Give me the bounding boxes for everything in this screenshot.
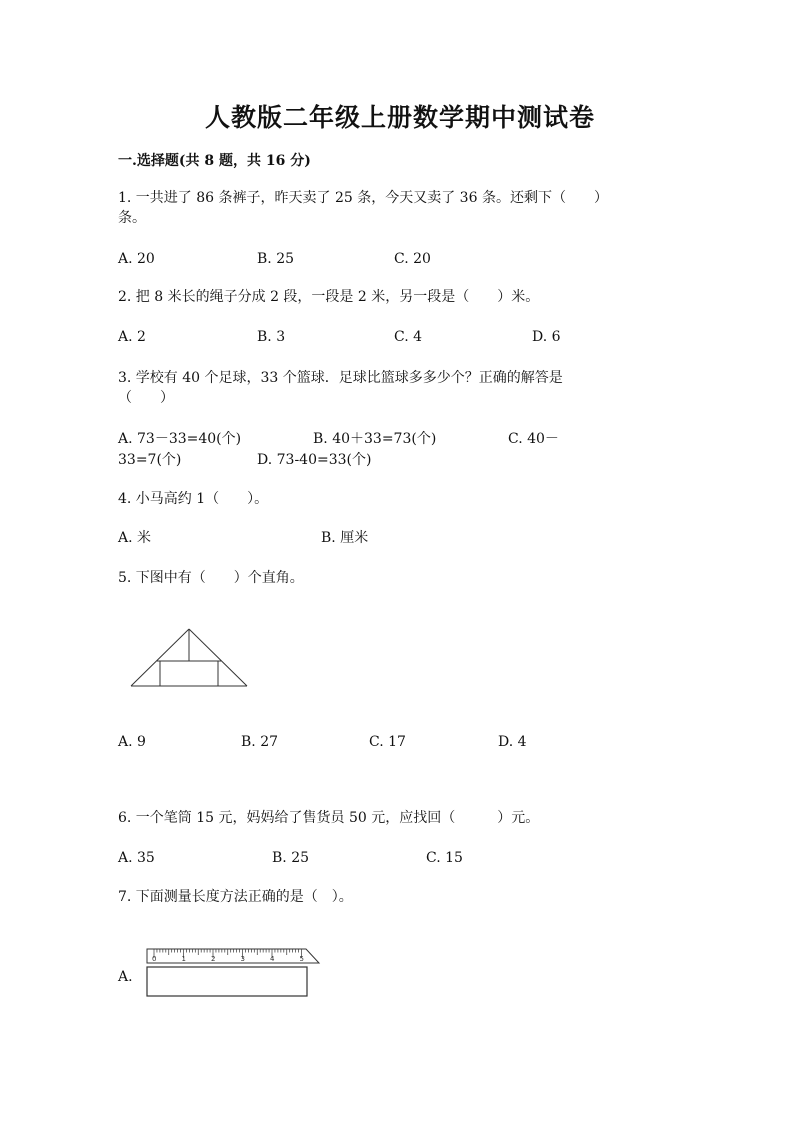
ruler-tick-label: 0 bbox=[152, 955, 157, 963]
question-3-text-cont: （ ） bbox=[118, 390, 174, 406]
section-heading: 一.选择题(共 8 题，共 16 分) bbox=[118, 153, 311, 169]
question-1-text: 1. 一共进了 86 条裤子，昨天卖了 25 条，今天又卖了 36 条。还剩下（ ） bbox=[118, 190, 608, 206]
ruler-measure-figure bbox=[144, 945, 324, 999]
q5-option-b: B. 27 bbox=[241, 734, 279, 750]
q2-option-a: A. 2 bbox=[118, 329, 146, 345]
ruler-tick-label: 4 bbox=[270, 955, 275, 963]
question-5-text: 5. 下图中有（ ）个直角。 bbox=[118, 570, 304, 586]
question-6-text: 6. 一个笔筒 15 元，妈妈给了售货员 50 元，应找回（ ）元。 bbox=[118, 810, 540, 826]
page-title: 人教版二年级上册数学期中测试卷 bbox=[204, 103, 595, 132]
q6-option-a: A. 35 bbox=[118, 850, 155, 866]
q3-option-c-cont: 33=7(个) bbox=[118, 452, 182, 468]
q3-option-b: B. 40＋33=73(个) bbox=[313, 431, 437, 447]
q3-option-d: D. 73-40=33(个) bbox=[257, 452, 372, 468]
q6-option-b: B. 25 bbox=[272, 850, 310, 866]
q5-option-c: C. 17 bbox=[369, 734, 406, 750]
ruler-tick-label: 1 bbox=[181, 955, 186, 963]
q2-option-d: D. 6 bbox=[532, 329, 561, 345]
q7-option-a: A. bbox=[118, 969, 133, 985]
q1-option-b: B. 25 bbox=[257, 251, 295, 267]
q2-option-c: C. 4 bbox=[394, 329, 423, 345]
question-2-text: 2. 把 8 米长的绳子分成 2 段，一段是 2 米，另一段是（ ）米。 bbox=[118, 289, 540, 305]
triangle-right-angle-figure bbox=[128, 625, 252, 689]
q4-option-b: B. 厘米 bbox=[321, 530, 369, 546]
measured-object-rectangle bbox=[147, 967, 307, 996]
q3-option-a: A. 73－33=40(个) bbox=[118, 431, 242, 447]
q6-option-c: C. 15 bbox=[426, 850, 463, 866]
q1-option-c: C. 20 bbox=[394, 251, 431, 267]
ruler-tick-label: 5 bbox=[299, 955, 304, 963]
ruler-outline bbox=[147, 949, 319, 963]
q4-option-a: A. 米 bbox=[118, 530, 152, 546]
ruler-tick-label: 2 bbox=[211, 955, 216, 963]
question-1-text-cont: 条。 bbox=[118, 210, 146, 226]
q1-option-a: A. 20 bbox=[118, 251, 155, 267]
ruler-tick-label: 3 bbox=[240, 955, 245, 963]
question-7-text: 7. 下面测量长度方法正确的是（ ）。 bbox=[118, 889, 353, 905]
q5-option-a: A. 9 bbox=[118, 734, 146, 750]
question-4-text: 4. 小马高约 1（ ）。 bbox=[118, 491, 269, 507]
question-3-text: 3. 学校有 40 个足球，33 个篮球．足球比篮球多多少个？正确的解答是 bbox=[118, 370, 563, 386]
q5-option-d: D. 4 bbox=[498, 734, 527, 750]
q2-option-b: B. 3 bbox=[257, 329, 286, 345]
q3-option-c: C. 40－ bbox=[508, 431, 559, 447]
